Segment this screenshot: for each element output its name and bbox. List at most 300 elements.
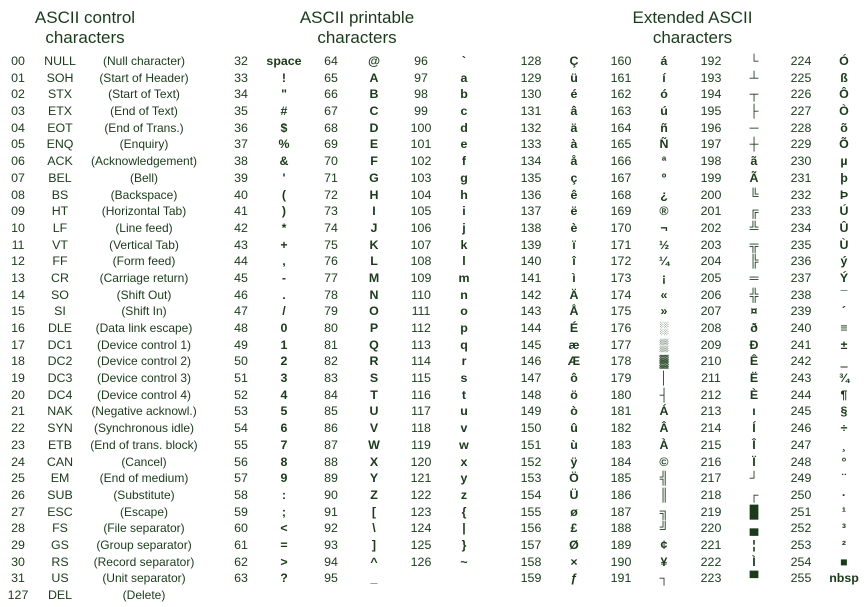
control-code: 15: [11, 304, 25, 319]
extended-char: º: [661, 170, 667, 185]
control-code: 20: [11, 387, 25, 402]
control-abbr: FF: [52, 254, 68, 269]
printable-char: ~: [460, 554, 468, 569]
control-desc: (Unit separator): [102, 571, 186, 586]
header-extended-line1: Extended ASCII: [632, 8, 753, 27]
extended-code: 191: [610, 571, 632, 586]
printable-code: 68: [324, 120, 338, 135]
printable-code: 37: [234, 137, 248, 152]
control-desc: (Backspace): [110, 187, 178, 202]
extended-code: 154: [520, 487, 542, 502]
printable-char: F: [370, 154, 378, 169]
control-abbr: ACK: [47, 154, 73, 169]
extended-code: 201: [700, 204, 722, 219]
extended-char: ¾: [838, 371, 850, 386]
extended-char: ╩: [749, 220, 759, 235]
extended-code: 197: [700, 137, 722, 152]
header-control: [10, 8, 160, 48]
printable-code: 98: [414, 87, 428, 102]
control-code: 17: [11, 337, 25, 352]
extended-char: ┐: [659, 571, 669, 586]
extended-code: 183: [610, 437, 632, 452]
extended-code: 182: [610, 421, 632, 436]
control-desc: (Record separator): [93, 554, 195, 569]
extended-char: ¢: [660, 537, 668, 552]
extended-char: ò: [570, 404, 578, 419]
header-printable: [282, 8, 432, 48]
printable-code: 102: [410, 154, 432, 169]
printable-code: 43: [234, 237, 248, 252]
printable1-code-column: [226, 53, 256, 587]
extended-char: À: [659, 437, 669, 452]
printable-code: 92: [324, 521, 338, 536]
printable-code: 96: [414, 54, 428, 68]
extended-code: 226: [790, 87, 812, 102]
printable-char: ^: [370, 554, 378, 569]
extended-code: 147: [520, 371, 542, 386]
printable-code: 103: [410, 170, 432, 185]
extended-char: Æ: [567, 354, 581, 369]
control-abbr: FS: [52, 521, 68, 536]
printable-code: 65: [324, 70, 338, 85]
extended3-code-column: [695, 53, 727, 587]
extended-code: 153: [520, 471, 542, 486]
extended-char: å: [570, 154, 578, 169]
extended-char: ´: [841, 304, 847, 319]
printable-code: 63: [234, 571, 248, 586]
printable-char: i: [462, 204, 466, 219]
extended-code: 212: [700, 387, 722, 402]
printable-code: 50: [234, 354, 248, 369]
printable-code: 70: [324, 154, 338, 169]
printable-char: Z: [370, 487, 378, 502]
extended-char: ■: [840, 554, 848, 569]
extended-char: ²: [841, 537, 847, 552]
extended-char: ╝: [659, 521, 669, 536]
printable-char: E: [369, 137, 379, 152]
printable-code: 93: [324, 537, 338, 552]
printable-code: 74: [324, 220, 338, 235]
extended-code: 186: [610, 487, 632, 502]
printable-code: 56: [234, 454, 248, 469]
printable2-code-column: [316, 53, 346, 587]
printable-code: 89: [324, 471, 338, 486]
extended-char: â: [570, 104, 578, 119]
printable-char: ,: [282, 254, 286, 269]
extended-code: 204: [700, 254, 722, 269]
extended-code: 200: [700, 187, 722, 202]
printable-char: a: [460, 70, 468, 85]
extended-code: 155: [520, 504, 542, 519]
printable-char: ): [281, 204, 287, 219]
printable-char: M: [368, 270, 380, 285]
printable-code: 48: [234, 321, 248, 335]
extended-char: ü: [570, 70, 578, 85]
extended-char: Ä: [569, 287, 579, 302]
control-code: 12: [11, 254, 25, 269]
control-abbr: ETX: [47, 104, 73, 119]
extended-char: ┘: [749, 471, 759, 486]
printable-code: 57: [234, 471, 248, 486]
extended-char: ¤: [750, 304, 758, 319]
extended-char: ß: [840, 70, 848, 85]
control-desc: (Escape): [119, 504, 169, 519]
extended-code: 202: [700, 220, 722, 235]
printable-char: #: [280, 104, 288, 119]
extended-char: ¶: [840, 387, 848, 402]
extended-char: ▒: [659, 337, 669, 352]
printable-code: 44: [234, 254, 248, 269]
printable-code: 87: [324, 437, 338, 452]
control-desc: (Form feed): [112, 254, 176, 269]
extended-char: │: [660, 371, 668, 386]
control-desc: (Device control 1): [96, 337, 192, 352]
printable-char: 4: [280, 387, 288, 402]
control-code: 22: [11, 421, 25, 436]
extended-char: »: [660, 304, 668, 319]
printable-code: 85: [324, 404, 338, 419]
extended-char: ╗: [659, 504, 669, 519]
extended-char: ±: [840, 337, 848, 352]
control-abbr: EM: [50, 471, 70, 486]
control-abbr: LF: [52, 220, 68, 235]
extended-char: ö: [570, 387, 578, 402]
extended-char: ¹: [841, 504, 847, 519]
control-abbr: SUB: [47, 487, 73, 502]
printable-char: d: [460, 120, 468, 135]
control-code: 19: [11, 371, 25, 386]
printable-char: ': [282, 170, 286, 185]
control-desc: (Acknowledgement): [90, 154, 198, 169]
printable-code: 62: [234, 554, 248, 569]
extended1-char-column: [560, 53, 588, 587]
printable-char: .: [282, 287, 286, 302]
printable-code: 101: [410, 137, 432, 152]
extended-code: 167: [610, 170, 632, 185]
control-abbr: ETB: [47, 437, 73, 452]
extended-code: 190: [610, 554, 632, 569]
control-abbr: DC4: [47, 387, 73, 402]
extended-char: ¸: [841, 437, 847, 452]
printable-char: /: [282, 304, 286, 319]
printable-code: 78: [324, 287, 338, 302]
extended-code: 134: [520, 154, 542, 169]
extended-char: ô: [570, 371, 578, 386]
printable-code: 58: [234, 487, 248, 502]
extended-char: ¡: [661, 270, 667, 285]
printable-code: 49: [234, 337, 248, 352]
extended3-char-column: [740, 53, 768, 587]
control-desc: (Start of Text): [108, 87, 180, 102]
printable-code: 120: [410, 454, 432, 469]
extended-code: 207: [700, 304, 722, 319]
control-abbr: GS: [51, 537, 69, 552]
control-abbr-column: [40, 53, 80, 604]
extended-code: 131: [520, 104, 542, 119]
printable-char: 3: [280, 371, 288, 386]
extended-code: 179: [610, 371, 632, 386]
control-code: 08: [11, 187, 25, 202]
printable-char: G: [369, 170, 379, 185]
printable-char: y: [460, 471, 468, 486]
extended-char: è: [570, 220, 578, 235]
extended-code: 177: [610, 337, 632, 352]
printable-code: 55: [234, 437, 248, 452]
extended-char: ═: [749, 270, 759, 285]
printable-char: >: [280, 554, 288, 569]
extended-code: 225: [790, 70, 812, 85]
printable-char: :: [281, 487, 287, 502]
extended1-code-column: [515, 53, 547, 587]
printable-char: j: [462, 220, 466, 235]
printable-char: @: [367, 54, 381, 68]
extended-code: 195: [700, 104, 722, 119]
extended-char: ┼: [749, 137, 759, 152]
extended-char: ï: [572, 237, 576, 252]
printable-code: 61: [234, 537, 248, 552]
printable-char: q: [460, 337, 468, 352]
header-printable-line2: characters: [317, 28, 397, 47]
extended-char: ·: [841, 487, 847, 502]
extended-char: nbsp: [829, 571, 859, 586]
extended-code: 205: [700, 270, 722, 285]
extended-char: ╚: [749, 187, 759, 202]
control-desc: (End of medium): [99, 471, 189, 486]
control-desc: (Enquiry): [119, 137, 169, 152]
printable-char: `: [461, 54, 467, 68]
extended-code: 241: [790, 337, 812, 352]
extended-char: û: [570, 421, 578, 436]
extended-char: ╦: [749, 237, 759, 252]
printable-code: 99: [414, 104, 428, 119]
printable-char: D: [369, 120, 379, 135]
extended-char: Í: [752, 421, 756, 436]
control-abbr: DC3: [47, 371, 73, 386]
control-abbr: SYN: [47, 421, 73, 436]
printable-char: P: [369, 321, 379, 335]
printable-code: 97: [414, 70, 428, 85]
printable-char: 5: [280, 404, 288, 419]
extended-code: 233: [790, 204, 812, 219]
extended-char: ÿ: [570, 454, 578, 469]
control-abbr: BS: [51, 187, 69, 202]
extended-code: 219: [700, 504, 722, 519]
extended-char: È: [749, 387, 759, 402]
printable-char: T: [370, 387, 378, 402]
extended-char: Ë: [749, 371, 759, 386]
extended-code: 229: [790, 137, 812, 152]
extended-code: 151: [520, 437, 542, 452]
extended-code: 135: [520, 170, 542, 185]
extended-code: 142: [520, 287, 542, 302]
extended-code: 245: [790, 404, 812, 419]
control-abbr: EOT: [47, 120, 73, 135]
printable-char: Q: [369, 337, 379, 352]
printable-code: 110: [411, 287, 431, 302]
extended-code: 136: [520, 187, 542, 202]
extended-char: ≡: [840, 321, 848, 335]
extended-code: 170: [610, 220, 632, 235]
printable-char: C: [369, 104, 379, 119]
extended-char: ³: [841, 521, 847, 536]
extended-code: 174: [610, 287, 632, 302]
extended-char: µ: [840, 154, 848, 169]
printable-code: 53: [234, 404, 248, 419]
extended-code: 163: [610, 104, 632, 119]
printable-char: Y: [369, 471, 379, 486]
extended-code: 188: [610, 521, 632, 536]
extended-code: 234: [790, 220, 812, 235]
extended-char: §: [840, 404, 848, 419]
control-desc: (Horizontal Tab): [101, 204, 187, 219]
printable-code: 86: [324, 421, 338, 436]
control-desc: (Negative acknowl.): [91, 404, 197, 419]
extended-code: 217: [700, 471, 722, 486]
printable-code: 104: [410, 187, 432, 202]
extended-char: ½: [658, 237, 670, 252]
header-control-line1: ASCII control: [34, 8, 136, 27]
extended-char: é: [570, 87, 578, 102]
printable-char: %: [278, 137, 290, 152]
extended4-char-column: [826, 53, 862, 587]
extended-code: 128: [520, 54, 542, 68]
control-desc: (Device control 3): [96, 371, 192, 386]
printable-code: 118: [411, 421, 431, 436]
printable-code: 122: [410, 487, 432, 502]
printable-code: 90: [324, 487, 338, 502]
extended-code: 237: [790, 270, 812, 285]
extended-code: 236: [790, 254, 812, 269]
extended-code: 193: [700, 70, 722, 85]
control-desc: (Group separator): [96, 537, 192, 552]
printable-char: I: [372, 204, 376, 219]
printable-code: 94: [324, 554, 338, 569]
extended-char: ─: [749, 120, 759, 135]
printable-char: (: [281, 187, 287, 202]
control-code: 18: [11, 354, 25, 369]
control-code: 11: [11, 237, 25, 252]
control-code: 14: [11, 287, 25, 302]
printable-char: &: [279, 154, 289, 169]
extended-char: Ü: [569, 487, 579, 502]
control-abbr: DC2: [47, 354, 73, 369]
extended-char: Â: [659, 421, 669, 436]
printable-char: W: [368, 437, 380, 452]
control-abbr: VT: [52, 237, 68, 252]
control-code: 16: [11, 321, 25, 335]
extended-code: 150: [520, 421, 542, 436]
extended-char: ╬: [749, 287, 759, 302]
extended-code: 208: [700, 321, 722, 335]
printable-code: 111: [411, 304, 431, 319]
extended-code: 230: [790, 154, 812, 169]
control-abbr: DEL: [47, 588, 73, 602]
extended-code: 143: [520, 304, 542, 319]
printable-code: 35: [234, 104, 248, 119]
printable-code: 60: [234, 521, 248, 536]
extended2-code-column: [605, 53, 637, 587]
printable-code: 112: [411, 321, 431, 335]
extended-code: 196: [700, 120, 722, 135]
extended-char: ¯: [840, 287, 848, 302]
extended-code: 160: [610, 54, 632, 68]
extended-code: 206: [700, 287, 722, 302]
extended-char: ├: [749, 104, 759, 119]
extended-code: 232: [790, 187, 812, 202]
extended-char: þ: [840, 170, 848, 185]
printable-char: b: [460, 87, 468, 102]
extended-char: ▓: [659, 354, 669, 369]
printable-char: =: [280, 537, 288, 552]
control-desc: (Null character): [102, 54, 186, 68]
extended2-char-column: [650, 53, 678, 587]
extended-char: Á: [659, 404, 669, 419]
extended-char: Õ: [839, 137, 849, 152]
control-abbr: BEL: [48, 170, 72, 185]
printable-code: 69: [324, 137, 338, 152]
extended-char: Î: [752, 437, 756, 452]
extended-code: 252: [790, 521, 812, 536]
printable-char: [: [371, 504, 377, 519]
extended-code: 243: [790, 371, 812, 386]
printable-char: ;: [281, 504, 287, 519]
extended-code: 251: [790, 504, 812, 519]
control-desc: (End of Trans.): [104, 120, 184, 135]
extended-code: 218: [700, 487, 722, 502]
control-desc: (Data link escape): [95, 321, 193, 335]
printable-code: 83: [324, 371, 338, 386]
extended4-code-column: [785, 53, 817, 587]
extended-code: 162: [610, 87, 632, 102]
printable-char: J: [370, 220, 378, 235]
printable-char: g: [460, 170, 468, 185]
control-desc: (Shift Out): [116, 287, 172, 302]
printable-char: x: [460, 454, 468, 469]
printable-char: R: [369, 354, 379, 369]
printable-code: 113: [411, 337, 431, 352]
extended-code: 137: [520, 204, 542, 219]
extended-char: ║: [659, 487, 669, 502]
extended-char: ¨: [841, 471, 847, 486]
extended-char: ë: [570, 204, 578, 219]
extended-char: ø: [570, 504, 578, 519]
printable-code: 36: [234, 120, 248, 135]
printable-code: 67: [324, 104, 338, 119]
control-desc: (End of trans. block): [90, 437, 198, 452]
printable-code: 64: [324, 54, 338, 68]
printable-code: 45: [234, 270, 248, 285]
printable-code: 95: [324, 571, 338, 586]
extended-code: 227: [790, 104, 812, 119]
control-code: 30: [11, 554, 25, 569]
extended-code: 130: [520, 87, 542, 102]
extended-code: 192: [700, 54, 722, 68]
control-desc: (Start of Header): [99, 70, 189, 85]
control-desc: (Line feed): [115, 220, 173, 235]
extended-code: 149: [520, 404, 542, 419]
printable-char: !: [281, 70, 287, 85]
printable-char: |: [462, 521, 466, 536]
printable-char: f: [461, 154, 467, 169]
extended-char: Ó: [839, 54, 849, 68]
extended-char: Ý: [839, 270, 849, 285]
printable-char: e: [460, 137, 468, 152]
control-desc: (End of Text): [110, 104, 178, 119]
printable1-char-column: [262, 53, 306, 587]
printable-char: V: [369, 421, 379, 436]
printable-code: 80: [324, 321, 338, 335]
extended-char: ý: [840, 254, 848, 269]
